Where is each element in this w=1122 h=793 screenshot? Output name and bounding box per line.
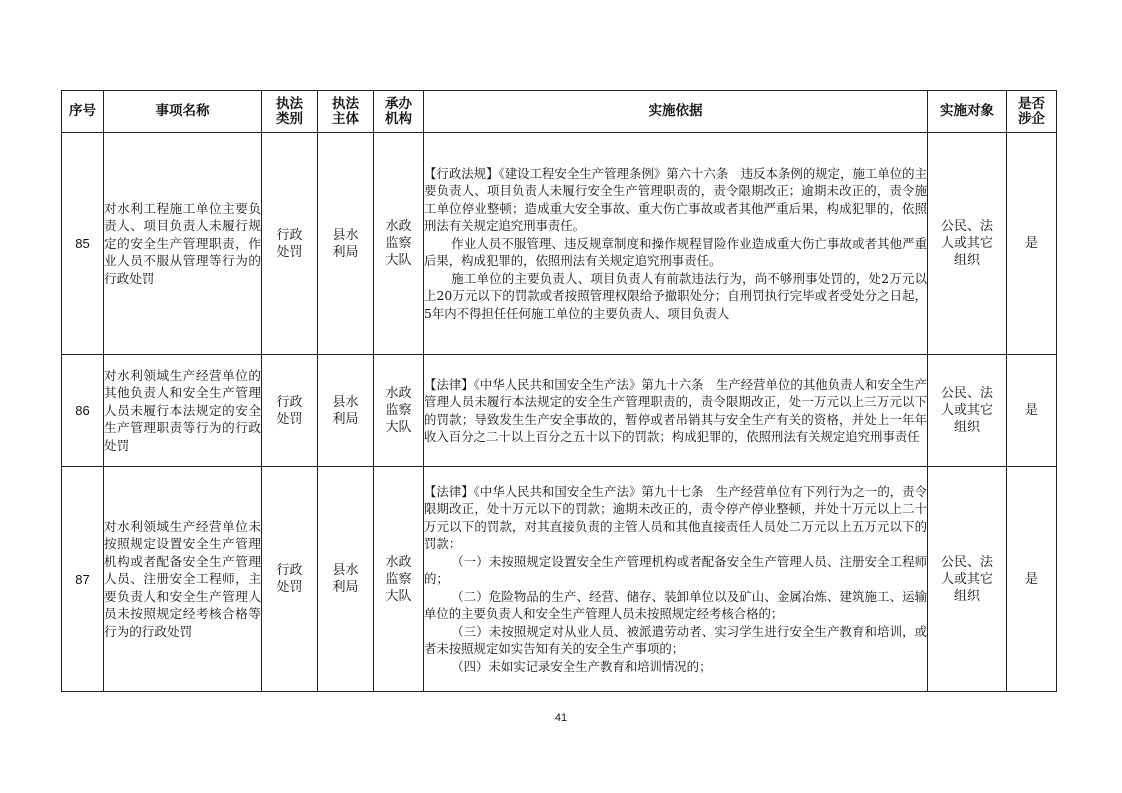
basis-paragraph: 【法律】《中华人民共和国安全生产法》第九十六条 生产经营单位的其他负责人和安全生产管理人员未履行本法规定的安全生产管理职责的，责令限期改正，处一万元以上三万元以下的罚款；导致发生生产安全事故的，暂停或者吊销其与安全生产有关的资格，并处上一年年收入百分之二十以上百分之五十以下的罚款；构成犯罪的，依照刑法有关规定追究刑事责任	[424, 376, 927, 444]
header-subject: 执法主体	[318, 91, 374, 133]
org-cell: 水政监察大队	[374, 133, 424, 355]
basis-cell	[424, 467, 928, 692]
item-name-cell: 对水利工程施工单位主要负责人、项目负责人未履行规定的安全生产管理职责，作业人员不服从管理等行为的行政处罚	[104, 133, 262, 355]
enterprise-cell: 是	[1007, 355, 1057, 467]
org-cell: 水政监察大队	[374, 467, 424, 692]
basis-paragraph: 施工单位的主要负责人、项目负责人有前款违法行为，尚不够刑事处罚的，处2万元以上20万元以下的罚款或者按照管理权限给予撤职处分；自刑罚执行完毕或者受处分之日起，5年内不得担任任何施工单位的主要负责人、项目负责人	[424, 270, 927, 321]
table-row	[62, 133, 1057, 355]
basis-paragraph: 【行政法规】《建设工程安全生产管理条例》第六十六条 违反本条例的规定，施工单位的主要负责人、项目负责人未履行安全生产管理职责的，责令限期改正；逾期未改正的，责令施工单位停业整顿；造成重大安全事故、重大伤亡事故或者其他严重后果，构成犯罪的，依照刑法有关规定追究刑事责任。	[424, 165, 927, 234]
table-row	[62, 355, 1057, 467]
basis-paragraph: （二）危险物品的生产、经营、储存、装卸单位以及矿山、金属冶炼、建筑施工、运输单位的主要负责人和安全生产管理人员未按照规定经考核合格的；	[424, 588, 927, 622]
table-row	[62, 467, 1057, 692]
enterprise-cell: 是	[1007, 467, 1057, 692]
type-cell: 行政处罚	[262, 133, 318, 355]
target-cell: 公民、法人或其它组织	[928, 467, 1007, 692]
seq-cell: 87	[62, 467, 104, 692]
basis-paragraph: （一）未按照规定设置安全生产管理机构或者配备安全生产管理人员、注册安全工程师的；	[424, 553, 927, 587]
target-cell: 公民、法人或其它组织	[928, 133, 1007, 355]
basis-cell	[424, 355, 928, 467]
basis-paragraph: （四）未如实记录安全生产教育和培训情况的；	[451, 658, 712, 674]
header-enterprise: 是否涉企	[1007, 91, 1057, 133]
seq-cell: 85	[62, 133, 104, 355]
header-name: 事项名称	[104, 91, 262, 133]
subject-cell: 县水利局	[318, 133, 374, 355]
org-cell: 水政监察大队	[374, 355, 424, 467]
header-seq: 序号	[62, 91, 104, 133]
header-row	[62, 91, 1057, 133]
target-cell: 公民、法人或其它组织	[928, 355, 1007, 467]
header-type: 执法类别	[262, 91, 318, 133]
basis-cell	[424, 133, 928, 355]
type-cell: 行政处罚	[262, 467, 318, 692]
header-basis: 实施依据	[424, 91, 928, 133]
basis-paragraph: （三）未按照规定对从业人员、被派遣劳动者、实习学生进行安全生产教育和培训，或者未按照规定如实告知有关的安全生产事项的；	[424, 623, 927, 657]
seq-cell: 86	[62, 355, 104, 467]
item-name-cell: 对水利领域生产经营单位的其他负责人和安全生产管理人员未履行本法规定的安全生产管理职责等行为的行政处罚	[104, 355, 262, 467]
enforcement-table	[61, 90, 1057, 692]
header-target: 实施对象	[928, 91, 1007, 133]
subject-cell: 县水利局	[318, 355, 374, 467]
basis-paragraph: 作业人员不服管理、违反规章制度和操作规程冒险作业造成重大伤亡事故或者其他严重后果，构成犯罪的，依照刑法有关规定追究刑事责任。	[424, 235, 927, 269]
item-name-cell: 对水利领域生产经营单位未按照规定设置安全生产管理机构或者配备安全生产管理人员、注册安全工程师，主要负责人和安全生产管理人员未按照规定经考核合格等行为的行政处罚	[104, 467, 262, 692]
enterprise-cell: 是	[1007, 133, 1057, 355]
subject-cell: 县水利局	[318, 467, 374, 692]
header-org: 承办机构	[374, 91, 424, 133]
page-number: 41	[554, 712, 568, 724]
type-cell: 行政处罚	[262, 355, 318, 467]
basis-paragraph: 【法律】《中华人民共和国安全生产法》第九十七条 生产经营单位有下列行为之一的，责令限期改正，处十万元以下的罚款；逾期未改正的，责令停产停业整顿，并处十万元以上二十万元以下的罚款，对其直接负责的主管人员和其他直接责任人员处二万元以上五万元以下的罚款：	[424, 483, 927, 552]
